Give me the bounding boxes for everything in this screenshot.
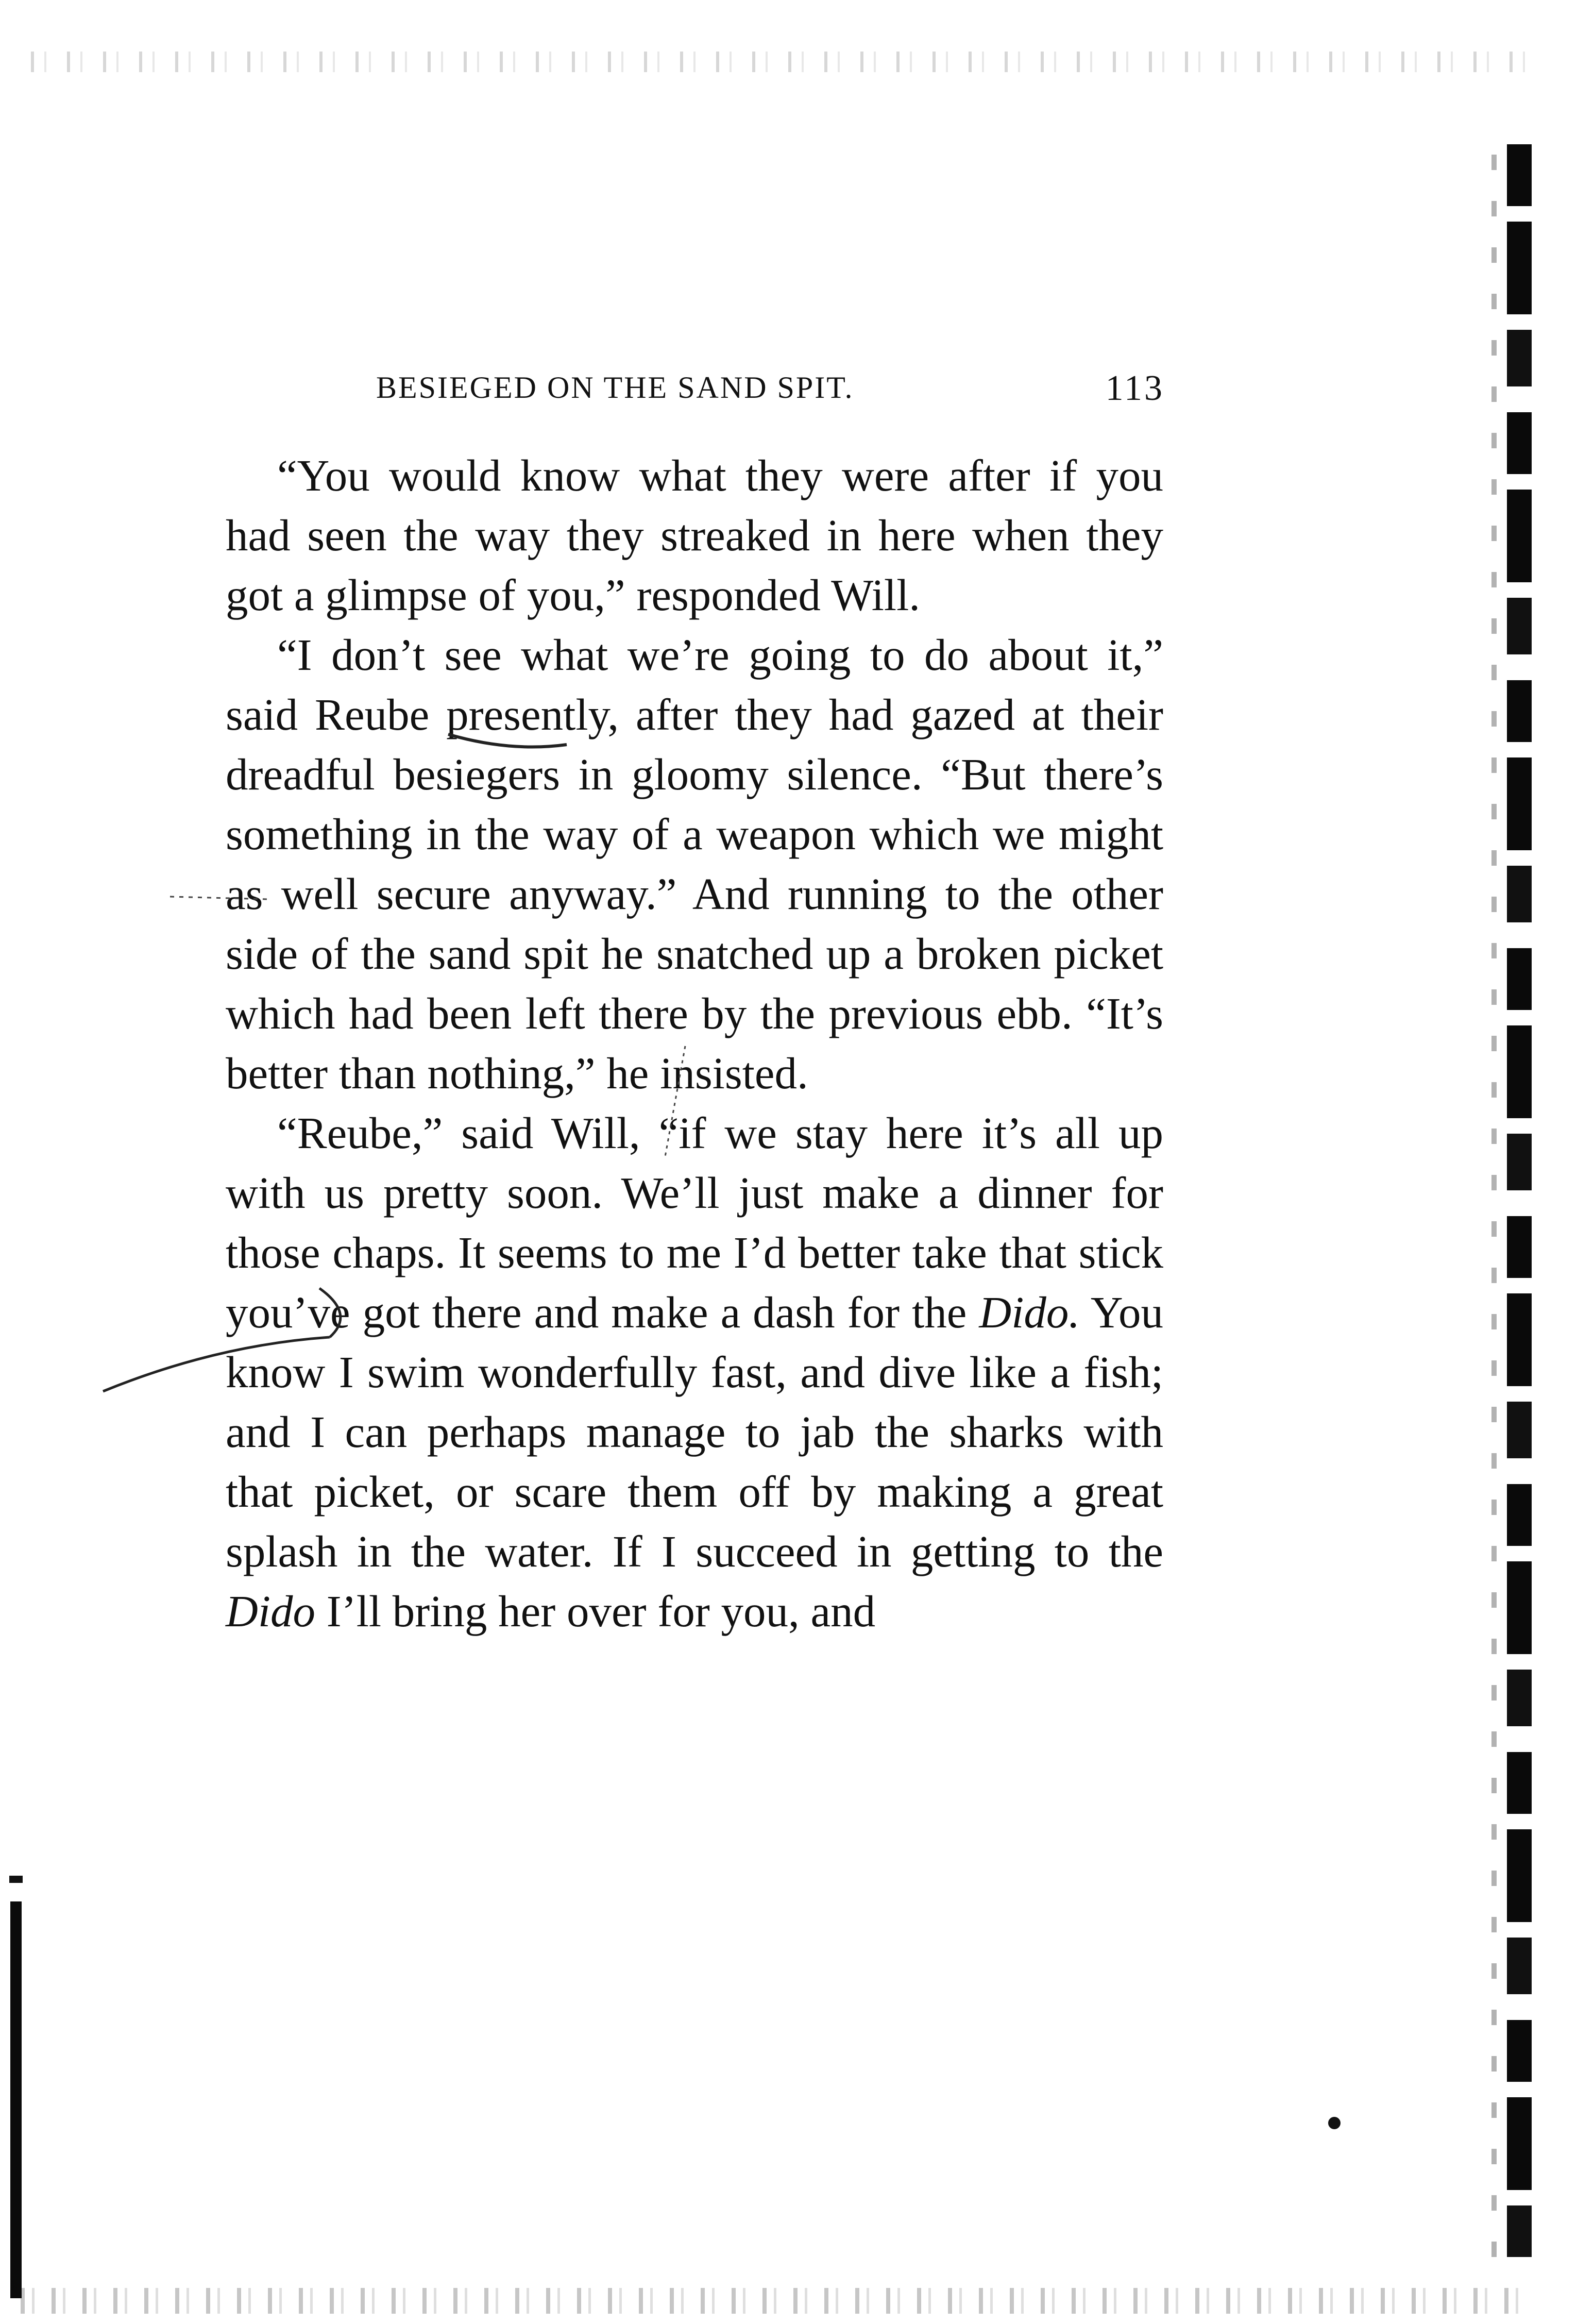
scan-right-edge-noise xyxy=(1491,155,1497,2257)
scan-left-mark xyxy=(9,1876,23,1883)
text-run: “You would know what they were after if you had seen the way they streaked in here when they got a glimpse of you,” responded Will. xyxy=(226,450,1163,620)
scan-top-edge xyxy=(31,52,1525,72)
scan-bottom-edge xyxy=(21,2288,1530,2314)
text-run: “I don’t see what we’re going to do about it,” said Reube presently, after they had gazed at their dreadful besiegers in gloomy silence. “But there’s something in the way of a weapon which we might as well secure anyway.” And running to the other side of the sand spit he snatched up a broken picket which had been left there by the previous ebb. “It’s better than nothing,” he insisted. xyxy=(226,630,1163,1098)
running-head: BESIEGED ON THE SAND SPIT. xyxy=(376,371,854,405)
page-header xyxy=(376,370,1164,416)
paragraph xyxy=(226,1103,1163,1641)
scan-right-edge xyxy=(1507,144,1532,2257)
italic-text: Dido xyxy=(226,1586,315,1636)
paragraph xyxy=(226,625,1163,1103)
text-run: I’ll bring her over for you, and xyxy=(315,1586,876,1636)
page-number: 113 xyxy=(1105,368,1164,408)
body-text xyxy=(226,446,1163,1641)
italic-text: Dido. xyxy=(979,1287,1080,1337)
text-run: “Reube,” said Will, “if we stay here it’s all up with us pretty soon. We’ll just make a dinner for those chaps. It seems to me I’d better take that stick you’ve got there and make a dash for the xyxy=(226,1108,1163,1337)
text-run: You know I swim wonderfully fast, and dive like a fish; and I can perhaps manage to jab the sharks with that picket, or scare them off by making a great splash in the water. If I succeed in getting to the xyxy=(226,1287,1163,1576)
scan-left-edge xyxy=(10,1901,22,2298)
paragraph xyxy=(226,446,1163,625)
